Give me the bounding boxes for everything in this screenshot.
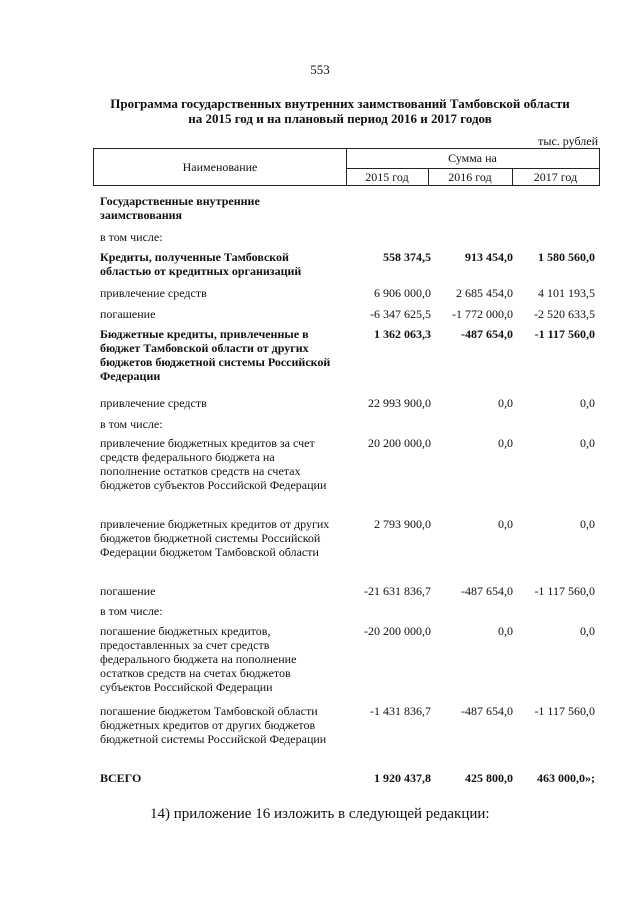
row-label: погашение	[100, 584, 156, 598]
value-2015: 1 920 437,8	[374, 771, 431, 785]
value-2015: 22 993 900,0	[368, 396, 431, 410]
row-label: привлечение бюджетных кредитов за счет средств федерального бюджета на пополнение остатков средств на счетах бюджетов субъектов Российской Федерации	[100, 436, 327, 492]
row-label: Бюджетные кредиты, привлеченные в бюджет Тамбовской области от других бюджетов бюджетной системы Российской Федерации	[100, 327, 331, 383]
column-header-name: Наименование	[94, 149, 347, 185]
value-2017: 0,0	[580, 517, 595, 531]
value-2017: 4 101 193,5	[538, 286, 595, 300]
value-2017: 0,0	[580, 436, 595, 450]
value-2015: -20 200 000,0	[364, 624, 431, 638]
value-2017: 0,0	[580, 624, 595, 638]
value-2017: -2 520 633,5	[534, 307, 595, 321]
row-label: в том числе:	[100, 417, 163, 431]
row-label: погашение бюджетом Тамбовской области бюджетных кредитов от других бюджетов бюджетной системы Российской Федерации	[100, 704, 327, 746]
row-label: привлечение бюджетных кредитов от других бюджетов бюджетной системы Российской Федерации бюджетом Тамбовской области	[100, 517, 330, 559]
value-2015: 2 793 900,0	[374, 517, 431, 531]
unit-label: тыс. рублей	[538, 134, 598, 148]
value-2016: -487 654,0	[461, 584, 513, 598]
row-label: в том числе:	[100, 230, 163, 244]
value-2016: -487 654,0	[461, 327, 513, 341]
value-2016: 2 685 454,0	[456, 286, 513, 300]
footer-paragraph: 14) приложение 16 изложить в следующей редакции:	[150, 806, 490, 822]
row-label: в том числе:	[100, 604, 163, 618]
value-2015: 1 362 063,3	[374, 327, 431, 341]
row-label: привлечение средств	[100, 286, 207, 300]
column-header-2015: 2015 год	[346, 168, 429, 186]
document-title	[80, 96, 600, 126]
value-2017: -1 117 560,0	[534, 704, 595, 718]
row-label: Кредиты, полученные Тамбовской областью от кредитных организаций	[100, 250, 302, 278]
value-2016: -487 654,0	[461, 704, 513, 718]
title-line-1: Программа государственных внутренних заимствований Тамбовской области	[110, 96, 570, 111]
value-2016: 0,0	[498, 624, 513, 638]
value-2016: 0,0	[498, 396, 513, 410]
value-2015: 20 200 000,0	[368, 436, 431, 450]
row-label: ВСЕГО	[100, 771, 142, 785]
value-2015: 6 906 000,0	[374, 286, 431, 300]
column-header-sum: Сумма на	[346, 149, 599, 169]
value-2015: -21 631 836,7	[364, 584, 431, 598]
value-2017: 0,0	[580, 396, 595, 410]
table-header	[93, 148, 600, 186]
column-header-2016: 2016 год	[428, 168, 513, 186]
value-2015: -1 431 836,7	[370, 704, 431, 718]
column-header-2017: 2017 год	[533, 170, 578, 184]
value-2017: -1 117 560,0	[534, 584, 595, 598]
value-2016: 425 800,0	[465, 771, 513, 785]
row-label: привлечение средств	[100, 396, 207, 410]
row-label: погашение бюджетных кредитов, предоставленных за счет средств федерального бюджета на пополнение остатков средств на счетах бюджетов субъектов Российской Федерации	[100, 624, 297, 694]
value-2017: 463 000,0»;	[537, 771, 595, 785]
title-line-2: на 2015 год и на плановый период 2016 и 2017 годов	[188, 111, 492, 126]
row-label: Государственные внутренние заимствования	[100, 194, 260, 222]
value-2017: 1 580 560,0	[538, 250, 595, 264]
value-2016: 913 454,0	[465, 250, 513, 264]
value-2016: -1 772 000,0	[452, 307, 513, 321]
row-label: погашение	[100, 307, 156, 321]
value-2016: 0,0	[498, 517, 513, 531]
page-number: 553	[310, 62, 330, 77]
value-2016: 0,0	[498, 436, 513, 450]
value-2017: -1 117 560,0	[534, 327, 595, 341]
value-2015: 558 374,5	[383, 250, 431, 264]
value-2015: -6 347 625,5	[370, 307, 431, 321]
